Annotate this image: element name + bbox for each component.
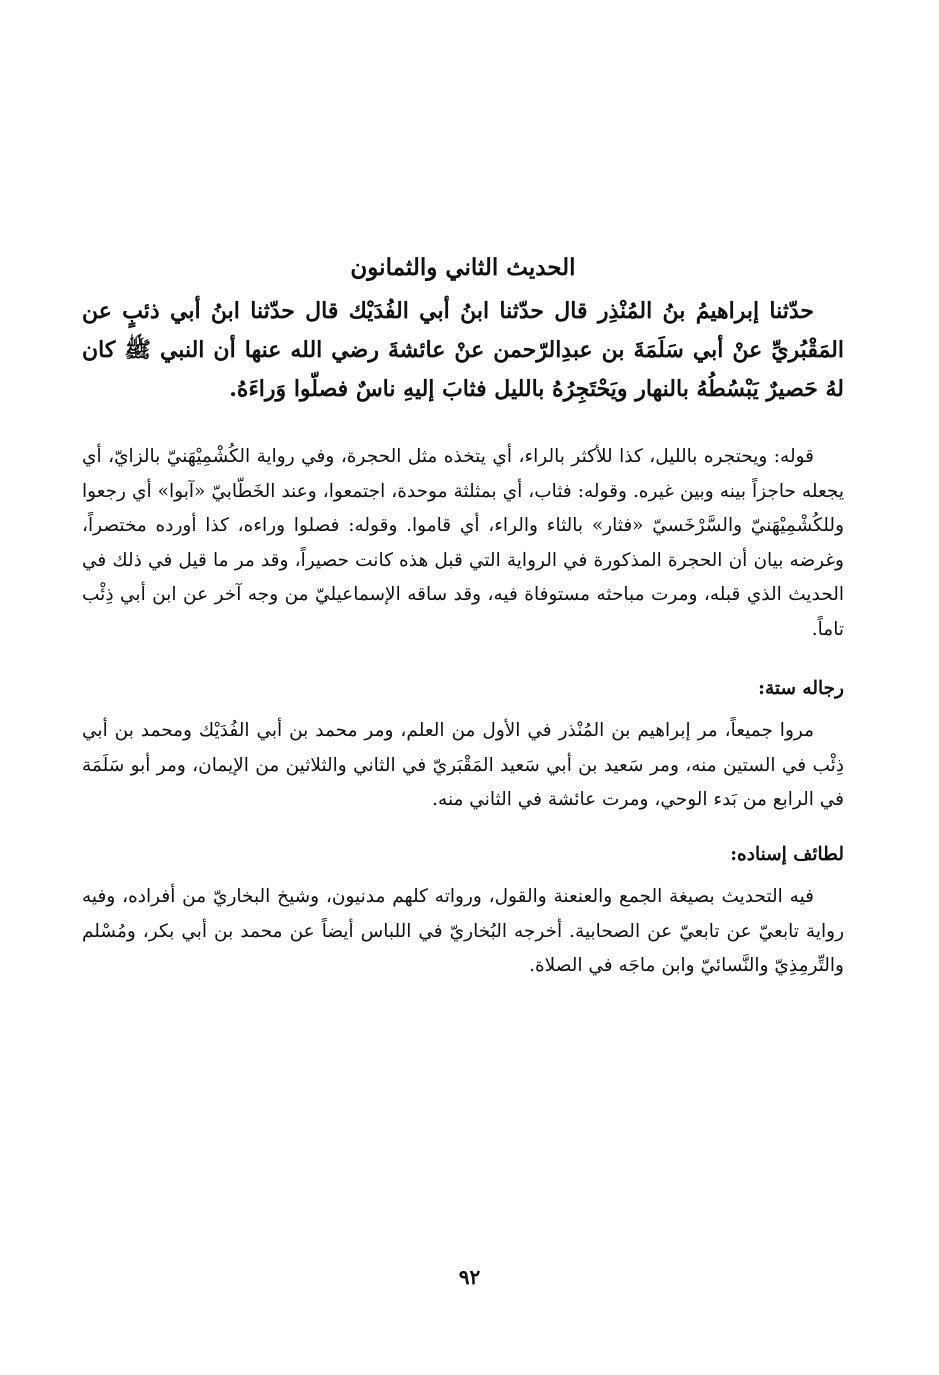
page-number: ٩٢	[458, 1265, 481, 1289]
isnad-subtleties-paragraph: فيه التحديث بصيغة الجمع والعنعنة والقول، ورواته كلهم مدنيون، وشيخ البخاريّ من أفراده، وفيه رواية تابعيّ عن تابعيّ عن الصحابية. أخرجه البُخاريّ في اللباس أيضاً عن محمد بن أبي بكر، ومُسْلم والتِّرمِذِيّ والنَّسائيّ وابن ماجَه في الصلاة.	[82, 886, 844, 976]
commentary-paragraph: قوله: ويحتجره بالليل، كذا للأكثر بالراء، أي يتخذه مثل الحجرة، وفي رواية الكُشْمِيْهَنيّ بالزايّ، أي يجعله حاجزاً بينه وبين غيره. وقوله: فثاب، أي بمثلثة موحدة، اجتمعوا، وعند الخَطّابيّ «آبوا» أي رجعوا وللكُشْمِيْهَنيّ والسَّرْخَسيّ «فثار» بالثاء والراء، أي قاموا. وقوله: فصلوا وراءه، كذا أورده مختصراً، وغرضه بيان أن الحجرة المذكورة في الرواية التي قبل هذه كانت حصيراً، وقد مر ما قيل في ذلك في الحديث الذي قبله، ومرت مباحثه مستوفاة فيه، وقد ساقه الإسماعيليّ من وجه آخر عن ابن أبي ذِئْب تاماً.	[82, 446, 844, 640]
narrators-heading: رجاله ستة:	[758, 678, 844, 699]
hadith-text: حدّثنا إبراهيمُ بنُ المُنْذِر قال حدّثنا ابنُ أبي الفُدَيْك قال حدّثنا ابنُ أبي ذئبٍ عن المَقْبُريِّ عنْ أبي سَلَمَةَ بن عبدِالرّحمن عنْ عائشةَ رضي الله عنها أن النبي ﷺ كان لهُ حَصيرٌ يَبْسُطُهُ بالنهار ويَحْتَجِرُهُ بالليل فثابَ إليهِ ناسٌ فصلّوا وَراءَهُ.	[82, 298, 844, 402]
hadith-title: الحديث الثاني والثمانون	[350, 254, 576, 281]
narrators-paragraph: مروا جميعاً، مر إبراهيم بن المُنْذر في الأول من العلم، ومر محمد بن أبي الفُدَيْك ومحمد بن أبي ذِئْب في الستين منه، ومر سَعيد بن أبي سَعيد المَقْبَريّ في الثاني والثلاثين من الإيمان، ومر أبو سَلَمَة في الرابع من بَدء الوحي، ومرت عائشة في الثاني منه.	[82, 720, 844, 810]
isnad-subtleties-heading: لطائف إسناده:	[730, 844, 844, 865]
